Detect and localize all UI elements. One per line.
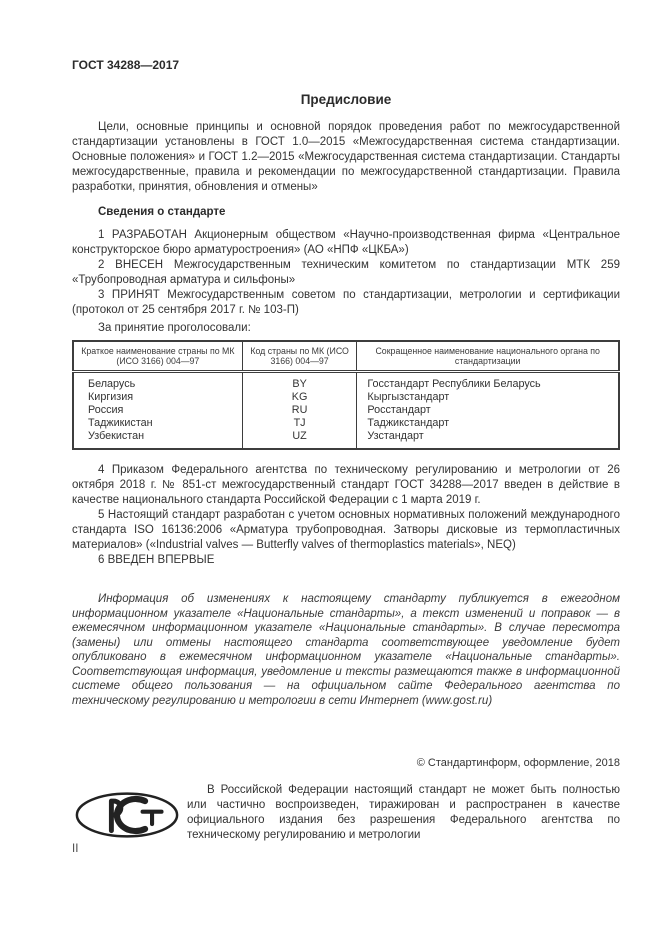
footer-row [72,783,620,843]
country-cell: Узбекистан [73,430,242,449]
vote-table-header-code: Код страны по МК (ИСО 3166) 004—97 [242,341,357,372]
reproduction-restriction-text: В Российской Федерации настоящий стандарт не может быть полностью или частично воспроизведен, тиражирован и распространен в качестве официального издания без разрешения Федерального агентства по техническому регулированию и метрологии [187,784,620,841]
org-cell: Узстандарт [357,430,619,449]
code-cell: RU [242,404,357,417]
vote-table-header-org: Сокращенное наименование национального органа по стандартизации [357,341,619,372]
vote-table-header-row [73,341,619,372]
preface-intro-paragraph: Цели, основные принципы и основной порядок проведения работ по межгосударственной стандартизации установлены в ГОСТ 1.0—2015 «Межгосударственная система стандартизации. Основные положения» и ГОСТ 1.2—2015 «Межгосударственная система стандартизации. Стандарты межгосударственные, правила и рекомендации по межгосударственной стандартизации. Правила разработки, принятия, обновления и отмены» [72,121,620,193]
standard-info-item-6: 6 ВВЕДЕН ВПЕРВЫЕ [98,554,215,566]
table-row [73,372,619,392]
org-cell: Таджикстандарт [357,417,619,430]
standard-info-item-5: 5 Настоящий стандарт разработан с учетом основных нормативных положений международного стандарта ISO 16136:2006 «Арматура трубопроводная. Затворы дисковые из термопластичных материалов» («Industrial valves — Butterfly valves of thermoplastics materials», NEQ) [72,509,620,551]
rst-logo-icon [72,792,182,838]
page-title: Предисловие [300,92,392,107]
standard-info-item-1: 1 РАЗРАБОТАН Акционерным обществом «Научно-производственная фирма «Центральное конструкторское бюро арматуростроения» (АО «НПФ «ЦКБА») [72,229,620,256]
country-cell: Россия [73,404,242,417]
code-cell: UZ [242,430,357,449]
standard-info-item-3: 3 ПРИНЯТ Межгосударственным советом по стандартизации, метрологии и сертификации (протокол от 25 сентября 2017 г. № 103-П) [72,289,620,316]
standard-info-heading: Сведения о стандарте [98,206,226,218]
code-cell: TJ [242,417,357,430]
country-cell: Киргизия [73,391,242,404]
country-cell: Таджикистан [73,417,242,430]
code-cell: KG [242,391,357,404]
table-row [73,430,619,449]
vote-intro-line: За принятие проголосовали: [98,322,251,334]
standard-info-item-2: 2 ВНЕСЕН Межгосударственным техническим комитетом по стандартизации МТК 259 «Трубопроводная арматура и сильфоны» [72,259,620,286]
copyright-line: © Стандартинформ, оформление, 2018 [416,757,620,769]
standard-info-item-4: 4 Приказом Федерального агентства по техническому регулированию и метрологии от 26 октября 2018 г. № 851-ст межгосударственный стандарт ГОСТ 34288—2017 введен в действие в качестве национального стандарта Российской Федерации с 1 марта 2019 г. [72,464,620,506]
update-information-notice: Информация об изменениях к настоящему стандарту публикуется в ежегодном информационном указателе «Национальные стандарты», а текст изменений и поправок — в ежемесячном информационном указателе «Национальные стандарты». В случае пересмотра (замены) или отмены настоящего стандарта соответствующее уведомление будет опубликовано в ежемесячном информационном указателе «Национальные стандарты». Соответствующая информация, уведомление и тексты размещаются также в информационной системе общего пользования — на официальном сайте Федерального агентства по техническому регулированию и метрологии в сети Интернет (www.gost.ru) [72,593,620,707]
org-cell: Госстандарт Республики Беларусь [357,372,619,392]
vote-table [72,340,620,450]
org-cell: Кыргызстандарт [357,391,619,404]
table-row [73,417,619,430]
table-row [73,404,619,417]
table-row [73,391,619,404]
code-cell: BY [242,372,357,392]
country-cell: Беларусь [73,372,242,392]
org-cell: Росстандарт [357,404,619,417]
vote-table-header-country: Краткое наименование страны по МК (ИСО 3166) 004—97 [73,341,242,372]
rst-certification-logo [72,783,187,843]
doc-number: ГОСТ 34288—2017 [72,58,180,72]
page-number: II [72,843,79,855]
